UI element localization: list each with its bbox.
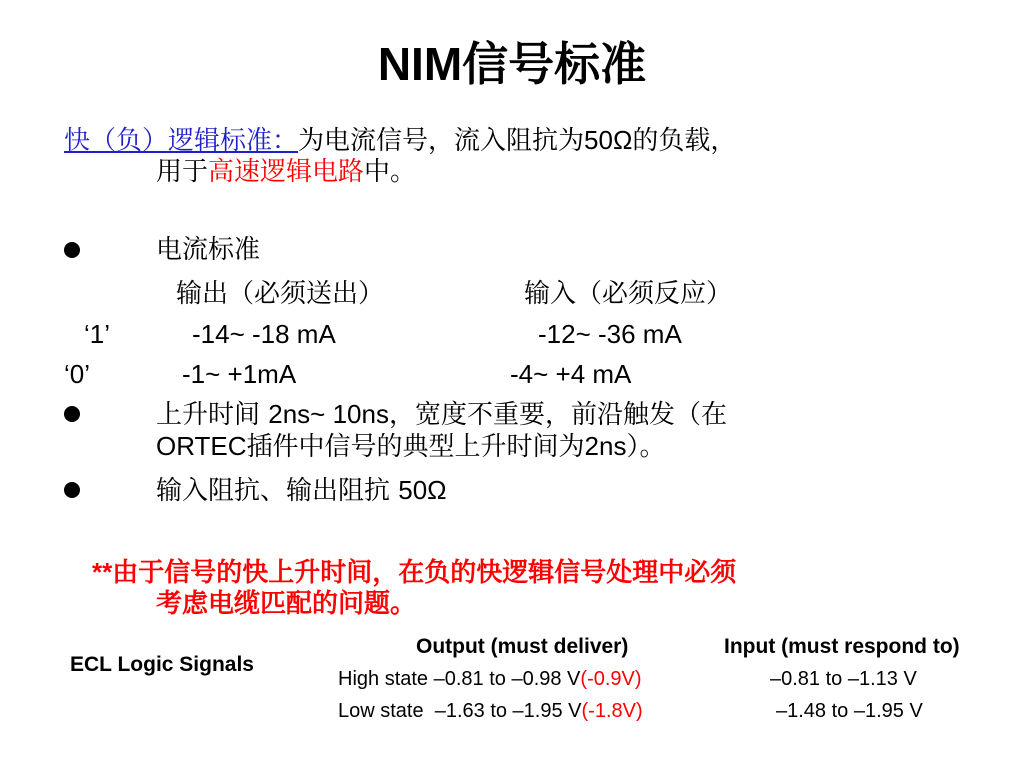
ecl-low-state-nominal: (-1.8V) [581, 700, 643, 722]
ecl-output-header: Output (must deliver) [416, 635, 629, 658]
rise-time-post: ，宽度不重要，前沿触发（在 [388, 400, 727, 430]
ecl-input-header: Input (must respond to) [724, 635, 960, 658]
bullet-icon [64, 482, 80, 498]
title-cjk: 信号标准 [462, 37, 647, 91]
ecl-high-state-output: High state –0.81 to –0.98 V [338, 668, 581, 690]
bullet-icon [64, 242, 80, 258]
ecl-logic-signals-label: ECL Logic Signals [70, 653, 254, 676]
ortec-label: ORTEC [156, 431, 247, 461]
note-line-2: 考虑电缆匹配的问题。 [156, 589, 417, 619]
impedance-item [156, 474, 447, 507]
intro-line-1 [64, 124, 736, 157]
rise-time-pre: 上升时间 [156, 400, 269, 430]
logic-zero-label: ‘0’ [64, 359, 91, 389]
note-line-1 [92, 556, 736, 589]
impedance-text: 输入阻抗、输出阻抗 [156, 476, 399, 506]
title-latin: NIM [377, 38, 463, 90]
high-speed-logic-circuit: 高速逻辑电路 [208, 157, 365, 187]
logic-one-label: ‘1’ [84, 319, 111, 349]
intro-text-1: 为电流信号，流入阻抗为 [298, 126, 585, 156]
ecl-low-state-output: Low state –1.63 to –1.95 V [338, 700, 582, 722]
ecl-high-state-row [338, 666, 642, 692]
bullet-icon [64, 406, 80, 422]
intro-text-2: 的负载， [632, 126, 737, 156]
ecl-low-state-input: –1.48 to –1.95 V [776, 700, 923, 722]
rise-time-line2-end: ）。 [626, 432, 666, 462]
intro-line-2 [156, 156, 416, 188]
intro-line2-post: 中。 [364, 157, 417, 187]
ecl-high-state-input: –0.81 to –1.13 V [770, 668, 917, 690]
fast-logic-standard-label: 快（负）逻辑标准： [64, 126, 299, 156]
rise-time-line-1 [156, 398, 727, 431]
note-prefix: ** [92, 557, 113, 587]
typical-rise-time: 2ns [584, 431, 627, 461]
output-column-header: 输出（必须送出） [176, 279, 385, 309]
rise-time-value: 2ns~ 10ns [268, 399, 389, 429]
logic-zero-output: -1~ +1mA [182, 359, 297, 389]
ecl-low-state-row [338, 698, 643, 724]
intro-line2-pre: 用于 [156, 157, 209, 187]
ecl-high-state-nominal: (-0.9V) [580, 668, 642, 690]
impedance-value: 50Ω [398, 475, 447, 505]
logic-one-input: -12~ -36 mA [538, 319, 682, 349]
intro-impedance: 50Ω [584, 125, 633, 155]
current-standard-heading: 电流标准 [156, 235, 261, 265]
rise-time-line-2 [156, 430, 665, 463]
logic-zero-input: -4~ +4 mA [510, 359, 632, 389]
rise-time-line2-text: 插件中信号的典型上升时间为 [246, 432, 585, 462]
page-title [0, 34, 1024, 94]
logic-one-output: -14~ -18 mA [192, 319, 336, 349]
note-text-1: 由于信号的快上升时间，在负的快逻辑信号处理中必须 [112, 558, 737, 588]
input-column-header: 输入（必须反应） [524, 279, 733, 309]
